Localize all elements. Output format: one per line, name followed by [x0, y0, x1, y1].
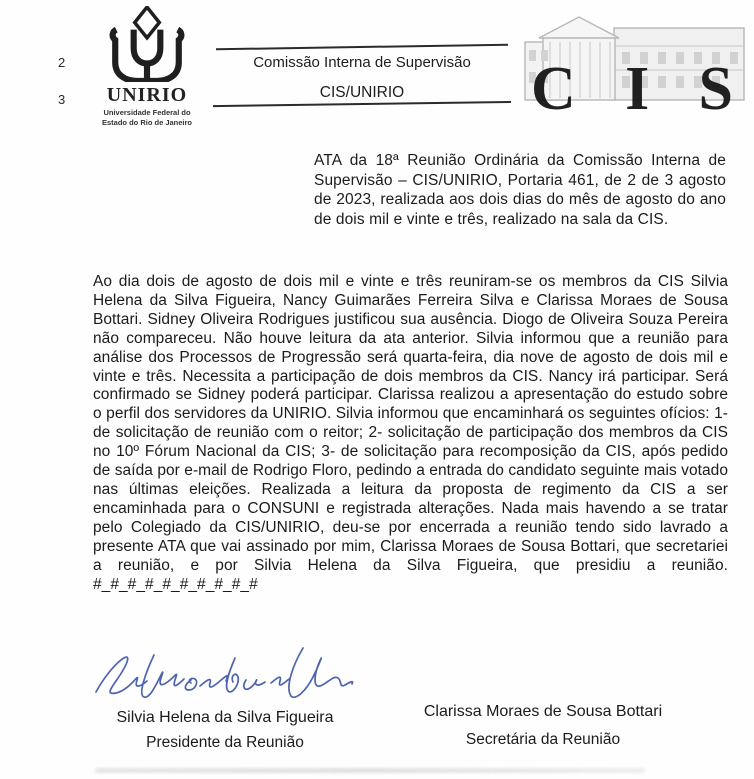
header-commission-title: Comissão Interna de Supervisão [253, 54, 471, 71]
cis-logo-text: CIS [531, 55, 733, 114]
president-name: Silvia Helena da Silva Figueira [116, 709, 334, 726]
unirio-symbol-icon [100, 6, 194, 82]
unirio-subtitle-line2: Estado do Rio de Janeiro [101, 118, 192, 127]
signature-block-president [92, 709, 358, 752]
signature-block-secretary [412, 703, 674, 749]
unirio-subtitle-line1: Universidade Federal do [103, 108, 191, 117]
cis-building-icon [522, 55, 748, 118]
unirio-logo [100, 6, 194, 127]
secretary-role: Secretária da Reunião [465, 731, 621, 748]
secretary-name: Clarissa Moraes de Sousa Bottari [423, 703, 663, 720]
cis-logo [522, 12, 748, 114]
minutes-body-paragraph: Ao dia dois de agosto de dois mil e vinte e três reuniram-se os membros da CIS Silvia Helena da Silva Figueira, Nancy Guimarães Ferreira Silva e Clarissa Moraes de Sousa Bottari. Sidney Oliveira Rodrigues justificou sua ausência. Diogo de Oliveira Souza Pereira não compareceu. Não houve leitura da ata anterior. Silvia informou que a reunião para análise dos Processos de Progressão será quarta-feira, dia nove de agosto de dois mil e vinte e três. Necessita a participação de dois membros da CIS. Nancy irá participar. Será confirmado se Sidney poderá participar. Clarissa realizou a apresentação do estudo sobre o perfil dos servidores da UNIRIO. Silvia informou que encaminhará os seguintes ofícios: 1- de solicitação de reunião com o reitor; 2- solicitação de participação dos membros da CIS no 10º Fórum Nacional da CIS; 3- de solicitação para recomposição da CIS, após pedido de saída por e-mail de Rodrigo Floro, pedindo a entrada do candidato seguinte mais votado nas últimas eleições. Realizada a leitura da proposta de regimento da CIS a ser encaminhada para o CONSUNI e registrada alterações. Nada mais havendo a se tratar pelo Colegiado da CIS/UNIRIO, deu-se por encerrada a reunião tendo sido lavrado a presente ATA que vai assinado por mim, Clarissa Moraes de Sousa Bottari, que secretariei a reunião, e por Silvia Helena da Silva Figueira, que presidiu a reunião. #_#_#_#_#_#_#_#_#_# [93, 273, 728, 593]
unirio-acronym: UNIRIO [106, 84, 188, 106]
margin-page-number-2: 2 [58, 55, 66, 70]
header-rule-top [216, 44, 508, 51]
margin-page-number-3: 3 [58, 92, 66, 107]
header-box [216, 46, 508, 105]
header-cis-unirio-label: CIS/UNIRIO [319, 84, 405, 101]
handwritten-signature [88, 638, 360, 719]
scan-smudge-artifact [95, 768, 645, 773]
president-role: Presidente da Reunião [146, 734, 304, 751]
ata-heading-paragraph: ATA da 18ª Reunião Ordinária da Comissão Interna de Supervisão – CIS/UNIRIO, Portaria 461, de 2 de 3 agosto de 2023, realizada aos dois dias do mês de agosto do ano de dois mil e vinte e três, realizado na sala da CIS. [314, 152, 726, 228]
